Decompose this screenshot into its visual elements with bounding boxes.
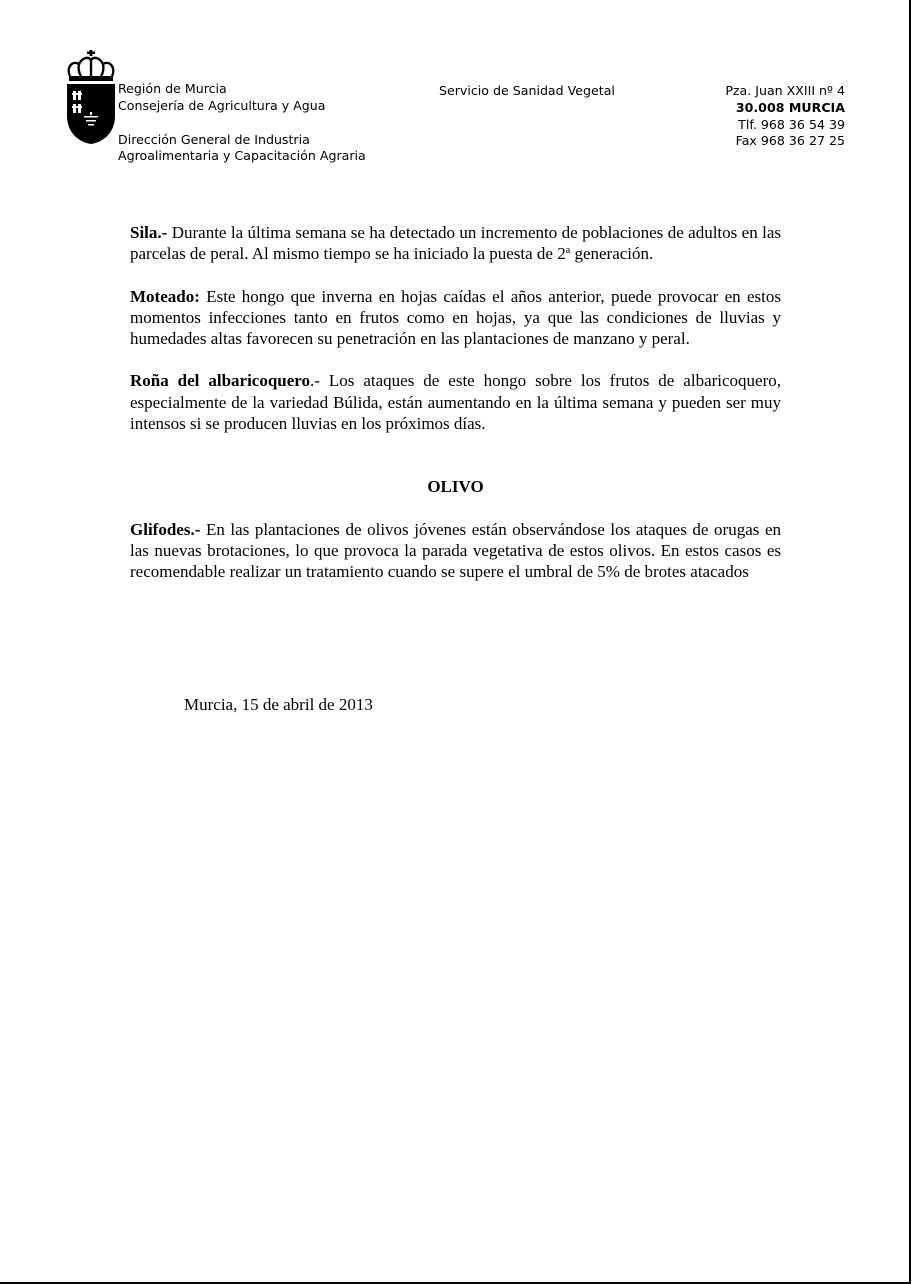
header-directorate-cont: Agroalimentaria y Capacitación Agraria	[118, 148, 366, 164]
section-title-olivo: OLIVO	[427, 477, 484, 497]
text-sila: Durante la última semana se ha detectado un incremento de poblaciones de adultos en las parcelas de peral. Al mismo tiempo se ha iniciado la puesta de 2	[130, 223, 781, 264]
text-sila-end: generación.	[570, 244, 654, 264]
header-contact	[725, 83, 845, 150]
text-glifodes: En las plantaciones de olivos jóvenes están observándose los ataques de orugas en las nuevas brotaciones, lo que provoca la parada vegetativa de estos olivos. En estos casos es recomendable realizar un tratamiento cuando se supere el umbral de 5% de brotes atacados	[130, 519, 781, 582]
bulletin-body	[130, 222, 781, 583]
paragraph-sila	[130, 222, 781, 265]
header-department: Consejería de Agricultura y Agua	[118, 97, 326, 113]
superscript-ordinal: a	[565, 245, 571, 257]
term-moteado: Moteado:	[130, 286, 200, 306]
header-region: Región de Murcia	[118, 81, 227, 96]
term-rona: Roña del albaricoquero	[130, 371, 311, 391]
date-line: Murcia, 15 de abril de 2013	[184, 695, 373, 714]
term-sila: Sila.-	[130, 223, 168, 242]
header-fax: Fax 968 36 27 25	[735, 133, 845, 149]
header-service: Servicio de Sanidad Vegetal	[439, 83, 615, 98]
header-address: Pza. Juan XXIII nº 4	[725, 83, 845, 98]
paragraph-moteado	[130, 286, 781, 350]
text-rona: .- Los ataques de este hongo sobre los frutos de albaricoquero, especialmente de la variedad Búlida, están aumentando en la última semana y pueden ser muy intensos si se producen lluvias en los próximos días.	[130, 371, 781, 434]
header-phone: Tlf. 968 36 54 39	[738, 116, 845, 132]
text-moteado: Este hongo que inverna en hojas caídas el años anterior, puede provocar en estos momentos infecciones tanto en frutos como en hojas, ya que las condiciones de lluvias y humedades altas favorecen su penetración en las plantaciones de manzano y peral.	[130, 286, 781, 349]
header-directorate: Dirección General de Industria	[118, 131, 310, 147]
header-institution	[118, 81, 366, 165]
header-city: 30.008 MURCIA	[735, 99, 845, 115]
paragraph-glifodes	[130, 519, 781, 583]
region-murcia-coat-of-arms-icon	[64, 46, 118, 146]
header-spacer	[118, 115, 366, 132]
paragraph-rona	[130, 370, 781, 434]
term-glifodes: Glifodes.-	[130, 519, 201, 539]
